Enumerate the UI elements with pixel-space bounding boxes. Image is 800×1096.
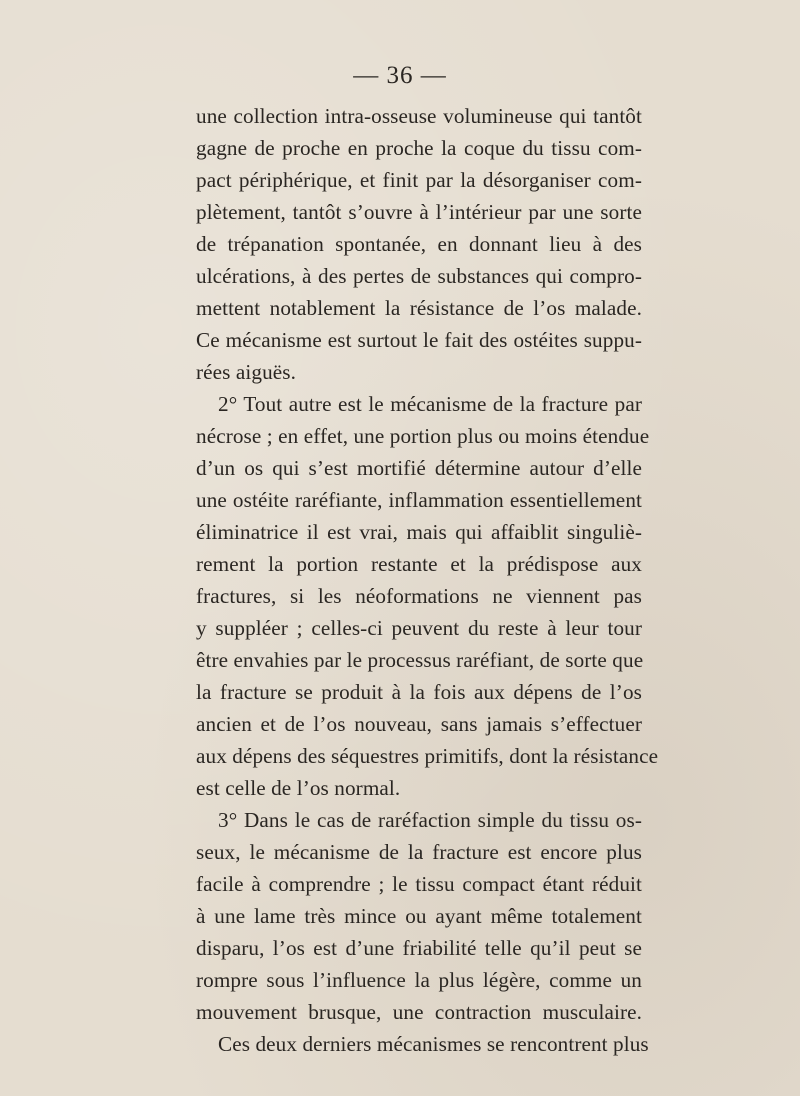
text-line: 3° Dans le cas de raréfaction simple du tissu os-	[218, 808, 642, 832]
body-text	[196, 100, 659, 1060]
text-line: est celle de l’os normal.	[196, 776, 401, 800]
text-line: y suppléer ; celles-ci peuvent du reste à leur tour	[196, 616, 642, 640]
text-line: une collection intra-osseuse volumineuse qui tantôt	[196, 104, 642, 128]
page-number: — 36 —	[353, 62, 447, 89]
text-line: la fracture se produit à la fois aux dépens de l’os	[196, 680, 642, 704]
text-line: seux, le mécanisme de la fracture est encore plus	[196, 840, 642, 864]
text-line: ancien et de l’os nouveau, sans jamais s’effectuer	[196, 712, 642, 736]
text-line: aux dépens des séquestres primitifs, dont la résistance	[196, 744, 659, 768]
text-line: rompre sous l’influence la plus légère, comme un	[196, 968, 642, 992]
text-line: nécrose ; en effet, une portion plus ou moins étendue	[196, 424, 650, 448]
text-line: à une lame très mince ou ayant même totalement	[196, 904, 642, 928]
text-line: mettent notablement la résistance de l’os malade.	[196, 296, 642, 320]
text-line: fractures, si les néoformations ne viennent pas	[196, 584, 642, 608]
text-line: être envahies par le processus raréfiant, de sorte que	[196, 648, 644, 672]
text-line: 2° Tout autre est le mécanisme de la fracture par	[218, 392, 642, 416]
text-line: Ce mécanisme est surtout le fait des ostéites suppu-	[196, 328, 642, 352]
text-line: rées aiguës.	[196, 360, 297, 384]
text-line: facile à comprendre ; le tissu compact étant réduit	[196, 872, 642, 896]
text-line: rement la portion restante et la prédispose aux	[196, 552, 642, 576]
text-line: mouvement brusque, une contraction musculaire.	[196, 1000, 642, 1024]
text-line: une ostéite raréfiante, inflammation essentiellement	[196, 488, 642, 512]
text-line: pact périphérique, et finit par la désorganiser com-	[196, 168, 642, 192]
text-line: Ces deux derniers mécanismes se rencontrent plus	[218, 1032, 649, 1056]
text-line: plètement, tantôt s’ouvre à l’intérieur par une sorte	[196, 200, 642, 224]
text-line: éliminatrice il est vrai, mais qui affaiblit singuliè-	[196, 520, 642, 544]
text-line: d’un os qui s’est mortifié détermine autour d’elle	[196, 456, 642, 480]
text-line: ulcérations, à des pertes de substances qui compro-	[196, 264, 642, 288]
text-line: de trépanation spontanée, en donnant lieu à des	[196, 232, 642, 256]
text-line: gagne de proche en proche la coque du tissu com-	[196, 136, 642, 160]
text-line: disparu, l’os est d’une friabilité telle qu’il peut se	[196, 936, 642, 960]
